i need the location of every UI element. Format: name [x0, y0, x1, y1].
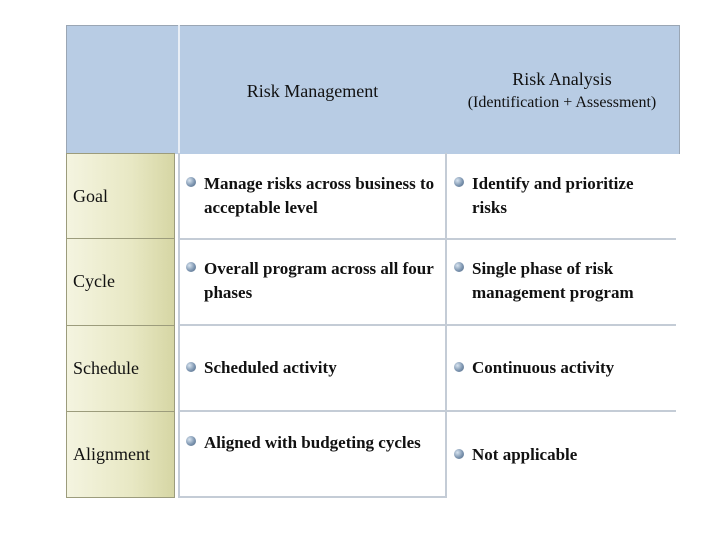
bullet-icon [454, 362, 464, 372]
column-header-title: Risk Analysis [512, 69, 612, 89]
row-label: Goal [73, 186, 108, 206]
column-header-subtitle: (Identification + Assessment) [467, 94, 657, 111]
cell-risk-management: Manage risks across business to acceptable level [204, 174, 435, 217]
column-header-risk-analysis [448, 68, 676, 114]
header-divider [178, 25, 180, 153]
row-label: Cycle [73, 271, 115, 291]
row-label-cell-cycle [66, 238, 175, 325]
bullet-icon [186, 177, 196, 187]
bullet-icon [454, 262, 464, 272]
cell-risk-management: Overall program across all four phases [204, 259, 434, 302]
cell-risk-management: Scheduled activity [204, 358, 337, 377]
grid-line [178, 238, 676, 240]
cell-risk-analysis: Identify and prioritize risks [472, 174, 634, 217]
row-label-cell-goal [66, 153, 175, 238]
cell-risk-analysis: Not applicable [472, 445, 578, 464]
row-label: Alignment [73, 444, 150, 464]
row-label-cell-alignment [66, 411, 175, 498]
grid-line [178, 410, 676, 412]
grid-line [178, 496, 446, 498]
row-label: Schedule [73, 358, 139, 378]
cell-risk-analysis: Single phase of risk management program [472, 259, 634, 302]
column-header-title: Risk Management [246, 81, 379, 101]
row-label-cell-schedule [66, 325, 175, 411]
bullet-icon [454, 449, 464, 459]
grid-line [178, 324, 676, 326]
bullet-icon [186, 362, 196, 372]
bullet-icon [186, 262, 196, 272]
bullet-icon [186, 436, 196, 446]
cell-risk-analysis: Continuous activity [472, 358, 615, 377]
column-header-risk-management [190, 80, 435, 102]
bullet-icon [454, 177, 464, 187]
cell-risk-management: Aligned with budgeting cycles [204, 433, 421, 452]
